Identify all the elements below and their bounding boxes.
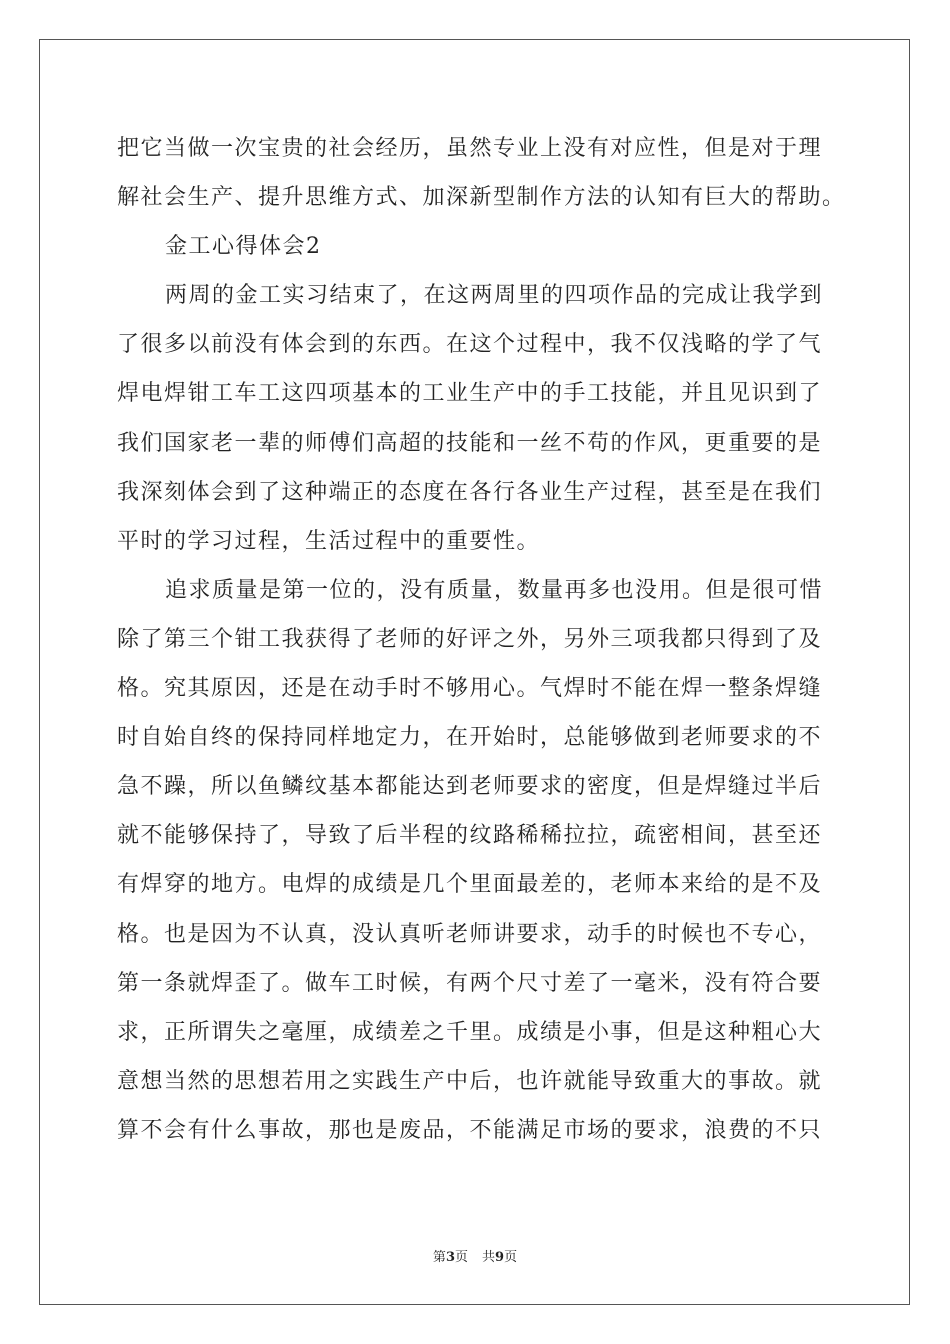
page-footer: [0, 1246, 950, 1265]
text-line: 我们国家老一辈的师傅们高超的技能和一丝不苟的作风，更重要的是: [117, 430, 823, 456]
text-line: 意想当然的思想若用之实践生产中后，也许就能导致重大的事故。就: [117, 1068, 823, 1094]
text-line: 了很多以前没有体会到的东西。在这个过程中，我不仅浅略的学了气: [117, 332, 823, 358]
text-line: 格。究其原因，还是在动手时不够用心。气焊时不能在焊一整条焊缝: [117, 676, 823, 702]
text-line: 解社会生产、提升思维方式、加深新型制作方法的认知有巨大的帮助。: [117, 185, 846, 211]
text-line: 求，正所谓失之毫厘，成绩差之千里。成绩是小事，但是这种粗心大: [117, 1019, 823, 1045]
text-line: 第一条就焊歪了。做车工时候，有两个尺寸差了一毫米，没有符合要: [117, 970, 823, 996]
total-suffix: 页: [504, 1250, 518, 1265]
text-line: 就不能够保持了，导致了后半程的纹路稀稀拉拉，疏密相间，甚至还: [117, 823, 823, 849]
section-heading: 金工心得体会2: [165, 234, 322, 260]
text-line: 时自始自终的保持同样地定力，在开始时，总能够做到老师要求的不: [117, 725, 823, 751]
page-suffix: 页: [454, 1250, 468, 1265]
page-number: 3: [445, 1250, 455, 1265]
text-line: 除了第三个钳工我获得了老师的好评之外，另外三项我都只得到了及: [117, 626, 823, 652]
text-line: 急不躁，所以鱼鳞纹基本都能达到老师要求的密度，但是焊缝过半后: [117, 774, 823, 800]
total-prefix: 共: [482, 1250, 496, 1265]
text-line: 两周的金工实习结束了，在这两周里的四项作品的完成让我学到: [165, 283, 824, 309]
text-line: 追求质量是第一位的，没有质量，数量再多也没用。但是很可惜: [165, 577, 824, 603]
page-prefix: 第: [432, 1250, 446, 1265]
text-line: 焊电焊钳工车工这四项基本的工业生产中的手工技能，并且见识到了: [117, 381, 823, 407]
text-line: 把它当做一次宝贵的社会经历，虽然专业上没有对应性，但是对于理: [117, 136, 823, 161]
total-pages: 9: [495, 1250, 505, 1265]
text-line: 我深刻体会到了这种端正的态度在各行各业生产过程，甚至是在我们: [117, 479, 823, 505]
text-line: 算不会有什么事故，那也是废品，不能满足市场的要求，浪费的不只: [117, 1117, 823, 1143]
text-line: 格。也是因为不认真，没认真听老师讲要求，动手的时候也不专心，: [117, 921, 823, 947]
text-line: 平时的学习过程，生活过程中的重要性。: [117, 528, 541, 554]
document-body: [117, 124, 846, 1155]
text-line: 有焊穿的地方。电焊的成绩是几个里面最差的，老师本来给的是不及: [117, 872, 823, 898]
